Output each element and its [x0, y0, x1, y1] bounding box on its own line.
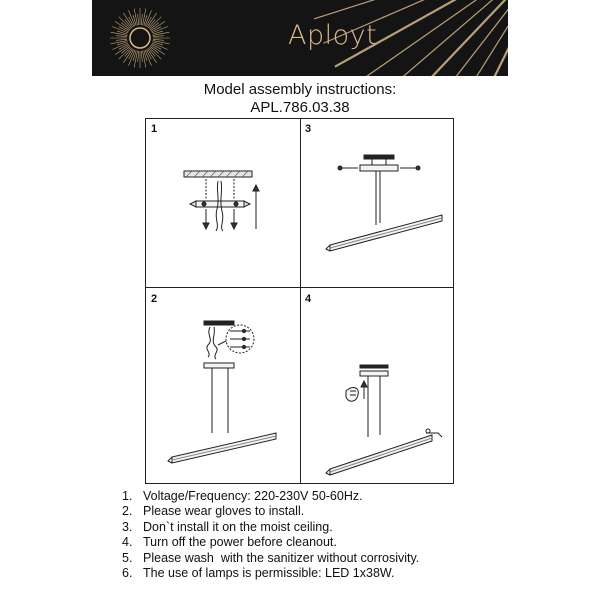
assembly-diagram-grid [145, 118, 454, 484]
brand-banner [92, 0, 508, 76]
note-text: The use of lamps is permissible: LED 1x38W. [143, 566, 395, 581]
note-text: Turn off the power before cleanout. [143, 535, 337, 550]
step-number-3: 3 [305, 123, 312, 135]
list-item [122, 566, 419, 581]
list-item [122, 504, 419, 519]
brand-name: Aployt [288, 20, 378, 51]
step-2-diagram [146, 287, 300, 485]
note-text: Please wash with the sanitizer without corrosivity. [143, 550, 420, 565]
list-item [122, 551, 419, 566]
note-number: 4. [122, 535, 133, 550]
note-text: Don`t install it on the moist ceiling. [143, 519, 333, 534]
sun-logo-icon [110, 8, 170, 68]
step-3-diagram [300, 119, 455, 287]
step-4-diagram [300, 287, 455, 485]
list-item [122, 520, 419, 535]
step-number-4: 4 [305, 293, 312, 305]
step-1-diagram [146, 119, 300, 287]
note-number: 1. [122, 489, 133, 503]
note-number: 6. [122, 566, 133, 581]
note-number: 5. [122, 550, 133, 565]
list-item [122, 535, 419, 550]
step-number-2: 2 [151, 293, 158, 305]
note-text: Voltage/Frequency: 220-230V 50-60Hz. [143, 489, 363, 503]
step-number-1: 1 [151, 123, 158, 135]
note-number: 3. [122, 519, 133, 534]
list-item [122, 489, 419, 504]
note-text: Please wear gloves to install. [143, 504, 305, 519]
model-number: APL.786.03.38 [250, 99, 350, 116]
note-number: 2. [122, 504, 133, 519]
document-title: Model assembly instructions: [203, 81, 397, 98]
instruction-notes-list [122, 489, 419, 581]
